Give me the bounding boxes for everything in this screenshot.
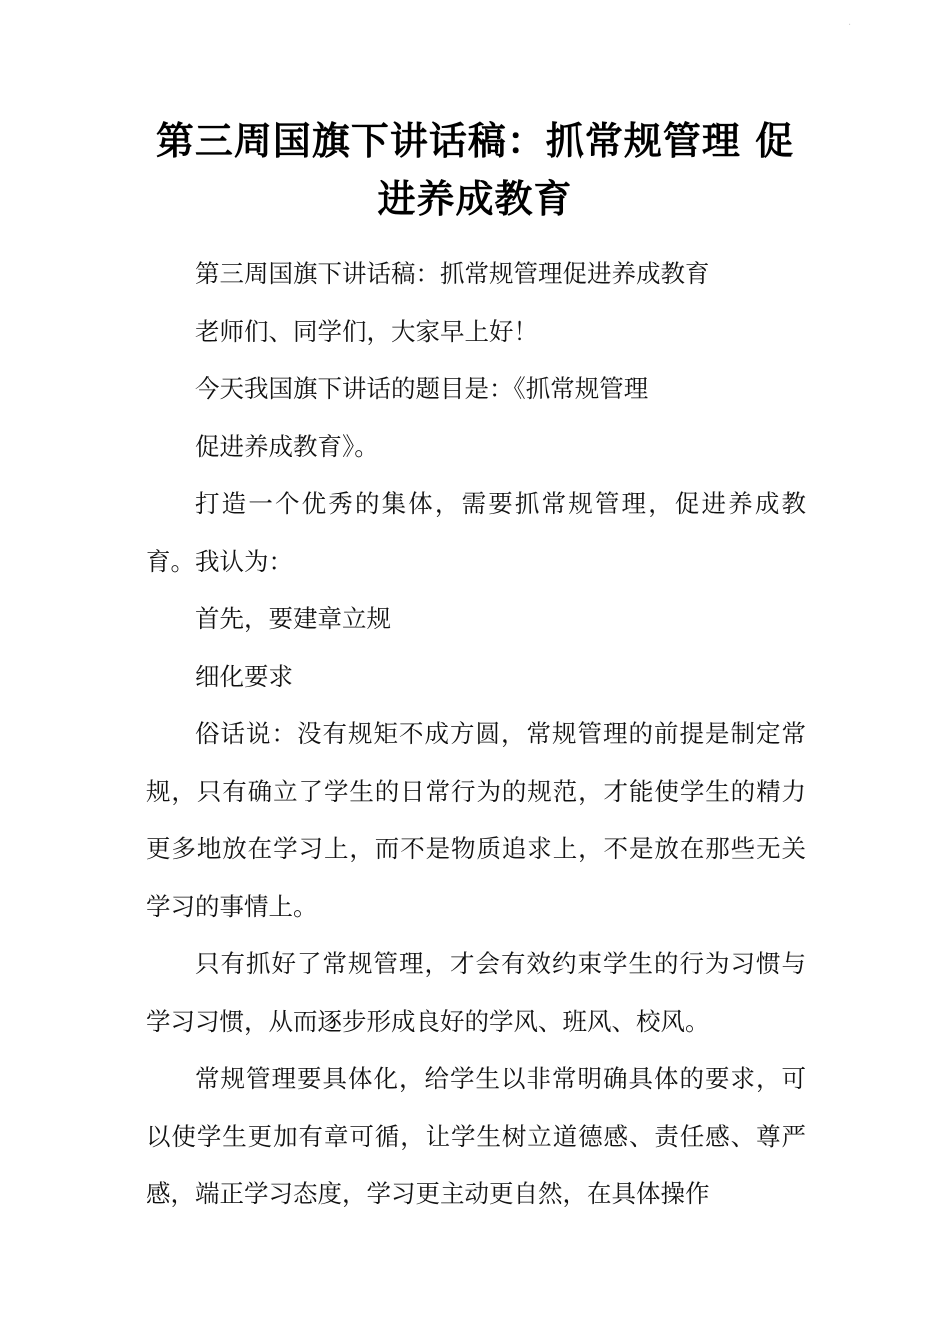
paragraph-point-one: 首先，要建章立规 [195, 604, 391, 633]
document-body [146, 245, 806, 1223]
paragraph-subtitle: 第三周国旗下讲话稿：抓常规管理促进养成教育 [195, 259, 710, 288]
corner-mark: · [848, 20, 852, 31]
paragraph-topic-continued: 促进养成教育》。 [195, 431, 379, 461]
paragraph-intro: 打造一个优秀的集体，需要抓常规管理，促进养成教育。我认为： [146, 489, 806, 576]
paragraph-specifics: 常规管理要具体化，给学生以非常明确具体的要求，可以使学生更加有章可循，让学生树立道德感、责任感、尊严感，端正学习态度，学习更主动更自然，在具体操作 [146, 1064, 806, 1208]
paragraph-point-one-detail: 细化要求 [195, 661, 293, 691]
paragraph-topic: 今天我国旗下讲话的题目是：《抓常规管理 [195, 374, 649, 403]
document-title: 第三周国旗下讲话稿：抓常规管理 促进养成教育 [155, 118, 795, 221]
paragraph-habits: 只有抓好了常规管理，才会有效约束学生的行为习惯与学习习惯，从而逐步形成良好的学风、班风、校风。 [146, 949, 806, 1036]
paragraph-greeting: 老师们、同学们，大家早上好！ [195, 316, 538, 346]
paragraph-saying: 俗话说：没有规矩不成方圆，常规管理的前提是制定常规，只有确立了学生的日常行为的规范，才能使学生的精力更多地放在学习上，而不是物质追求上，不是放在那些无关学习的事情上。 [146, 719, 806, 921]
